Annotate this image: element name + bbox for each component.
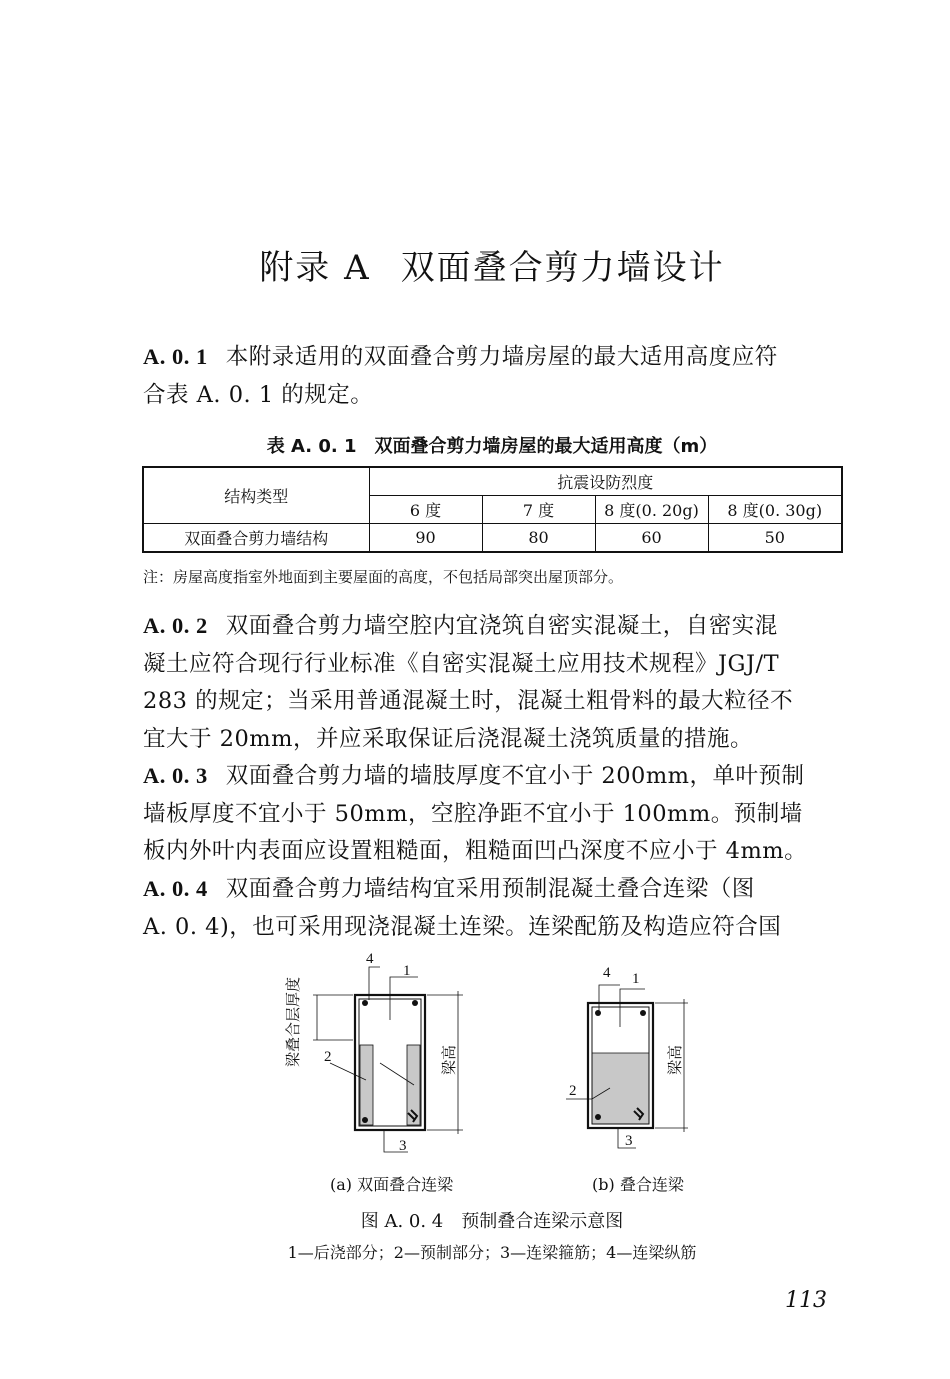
clause-line: 宜大于 20mm，并应采取保证后浇混凝土浇筑质量的措施。 xyxy=(143,725,753,752)
clause-line: 凝土应符合现行行业标准《自密实混凝土应用技术规程》JGJ/T xyxy=(143,650,780,677)
table-group-header: 抗震设防烈度 xyxy=(369,467,842,496)
clause-a02 xyxy=(143,607,843,758)
clause-number: A. 0. 2 xyxy=(143,613,208,638)
figure-label-a: (a) 双面叠合连梁 xyxy=(330,1175,454,1194)
clause-line: 283 的规定；当采用普通混凝土时，混凝土粗骨料的最大粒径不 xyxy=(143,688,794,714)
clause-line: 板内外叶内表面应设置粗糙面，粗糙面凹凸深度不应小于 4mm。 xyxy=(143,838,808,864)
appendix-title: 附录 A 双面叠合剪力墙设计 xyxy=(259,248,725,288)
table-note: 注：房屋高度指室外地面到主要屋面的高度，不包括局部突出屋顶部分。 xyxy=(143,568,624,586)
max-height-table xyxy=(142,466,843,553)
table-cell: 80 xyxy=(482,524,595,553)
beam-height-label-a: 梁高 xyxy=(442,1044,458,1075)
section-b xyxy=(566,965,688,1149)
table-header-cell: 8 度(0. 20g) xyxy=(595,496,708,524)
rebar-dot xyxy=(640,1010,646,1016)
clause-line: A. 0. 1 本附录适用的双面叠合剪力墙房屋的最大适用高度应符 xyxy=(143,344,778,370)
callout-4: 4 xyxy=(366,951,374,967)
figure-caption: 图 A. 0. 4 预制叠合连梁示意图 xyxy=(360,1211,624,1232)
rebar-dot xyxy=(412,1000,418,1006)
table-caption: 表 A. 0. 1 双面叠合剪力墙房屋的最大适用高度（m） xyxy=(266,436,718,457)
figure-label-b: (b) 叠合连梁 xyxy=(592,1175,684,1194)
callout-2: 2 xyxy=(324,1049,332,1065)
clause-number: A. 0. 3 xyxy=(143,763,208,788)
callout-1: 1 xyxy=(403,963,411,979)
clause-number: A. 0. 1 xyxy=(143,344,208,369)
rebar-dot xyxy=(595,1010,601,1016)
clause-a04 xyxy=(143,870,843,946)
table-header-cell: 7 度 xyxy=(482,496,595,524)
clause-line: 合表 A. 0. 1 的规定。 xyxy=(143,381,374,408)
clause-line: A. 0. 3 双面叠合剪力墙的墙肢厚度不宜小于 200mm，单叶预制 xyxy=(143,763,805,789)
clause-a01 xyxy=(143,338,843,414)
table-cell: 50 xyxy=(708,524,842,553)
table-row-label: 双面叠合剪力墙结构 xyxy=(143,524,369,553)
clause-number: A. 0. 4 xyxy=(143,876,208,901)
table-header-cell: 6 度 xyxy=(369,496,482,524)
overlay-thickness-label: 梁叠合层厚度 xyxy=(286,976,302,1067)
figure-legend: 1—后浇部分；2—预制部分；3—连梁箍筋；4—连梁纵筋 xyxy=(287,1243,697,1262)
rebar-dot xyxy=(362,1117,368,1123)
clause-line: A. 0. 4 双面叠合剪力墙结构宜采用预制混凝土叠合连梁（图 xyxy=(143,876,755,902)
callout-3: 3 xyxy=(625,1133,633,1149)
rebar-dot xyxy=(362,1000,368,1006)
table-cell: 60 xyxy=(595,524,708,553)
callout-2: 2 xyxy=(569,1083,577,1099)
clause-line: 墙板厚度不宜小于 50mm，空腔净距不宜小于 100mm。预制墙 xyxy=(143,800,803,827)
rebar-dot xyxy=(595,1114,601,1120)
clause-line: A. 0. 2 双面叠合剪力墙空腔内宜浇筑自密实混凝土，自密实混 xyxy=(143,613,778,639)
beam-height-label-b: 梁高 xyxy=(668,1044,684,1075)
beam-section-figure xyxy=(280,945,720,1165)
table-col-header: 结构类型 xyxy=(143,467,369,524)
callout-4: 4 xyxy=(603,965,611,981)
callout-1: 1 xyxy=(632,971,640,987)
clause-line: A. 0. 4)，也可采用现浇混凝土连梁。连梁配筋及构造应符合国 xyxy=(143,913,782,940)
leader-1b xyxy=(620,989,645,1027)
table-header-cell: 8 度(0. 30g) xyxy=(708,496,842,524)
section-a xyxy=(284,951,463,1154)
clause-a03 xyxy=(143,757,843,871)
table-cell: 90 xyxy=(369,524,482,553)
section-b-precast xyxy=(592,1053,649,1124)
section-a-precast-left xyxy=(360,1045,373,1125)
callout-3: 3 xyxy=(399,1138,407,1154)
page-number: 113 xyxy=(785,1288,827,1313)
